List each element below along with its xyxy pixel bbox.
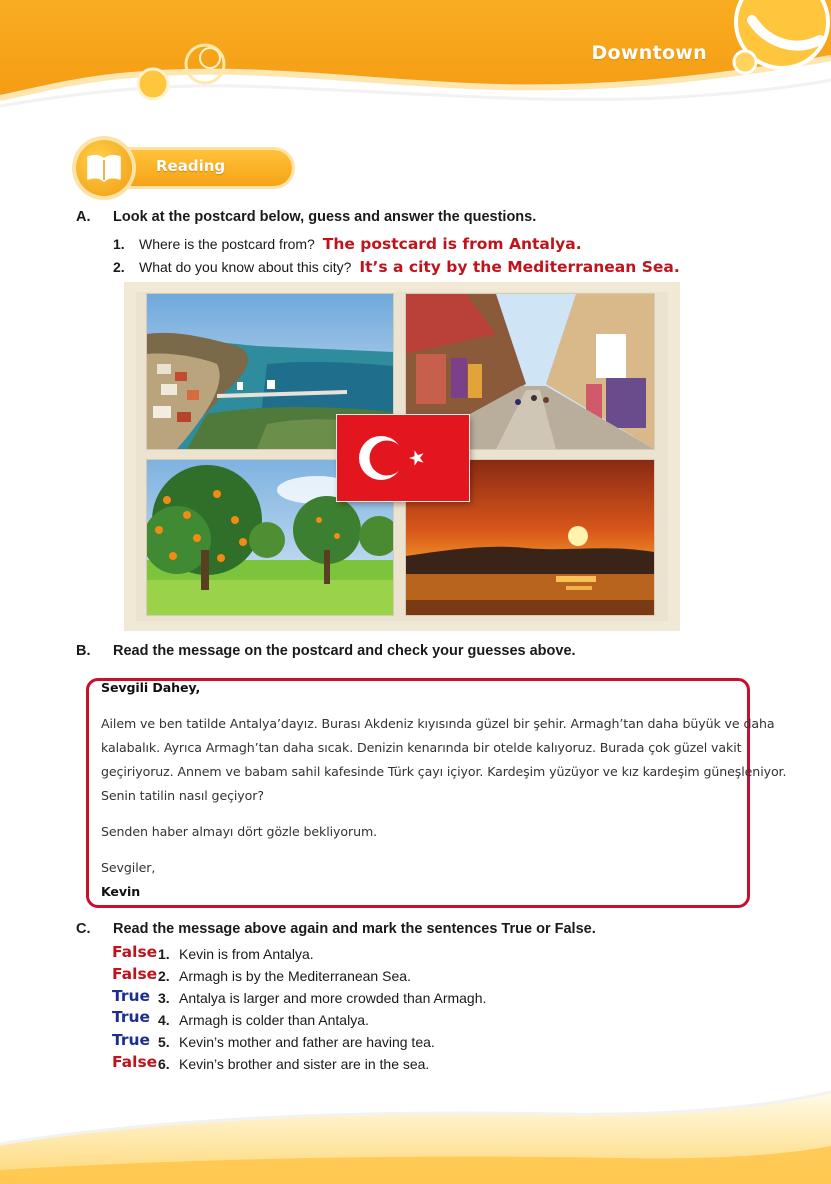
statement-5-number: 5. xyxy=(158,1034,170,1050)
statement-3-answer: True xyxy=(112,987,151,1005)
message-closing: Senden haber almayı dört gözle bekliyorum. xyxy=(101,824,378,839)
message-greeting: Sevgili Dahey, xyxy=(101,680,201,695)
statement-5-answer: True xyxy=(112,1031,151,1049)
unit-title: Downtown xyxy=(591,42,707,64)
question-1-answer: The postcard is from Antalya. xyxy=(322,235,582,253)
turkish-flag-icon xyxy=(337,415,469,501)
statement-2-answer: False xyxy=(112,965,158,983)
section-c-letter: C. xyxy=(76,921,91,937)
header-banner xyxy=(0,0,831,130)
section-b-letter: B. xyxy=(76,643,91,659)
statement-4-answer: True xyxy=(112,1008,151,1026)
question-2-text: What do you know about this city? xyxy=(139,259,352,275)
question-1 xyxy=(139,235,582,253)
message-line-3: geçiriyoruz. Annem ve babam sahil kafesinde Türk çayı içiyor. Kardeşim yüzüyor ve kız kardeşim güneşleniyor. xyxy=(101,764,787,779)
statement-3-number: 3. xyxy=(158,990,170,1006)
statement-1-number: 1. xyxy=(158,946,170,962)
message-line-1: Ailem ve ben tatilde Antalya’dayız. Burası Akdeniz kıyısında güzel bir şehir. Armagh’tan daha büyük ve daha xyxy=(101,716,775,731)
message-signoff: Sevgiler, xyxy=(101,860,156,875)
statement-5-text: Kevin’s mother and father are having tea. xyxy=(179,1034,435,1050)
statement-2-text: Armagh is by the Mediterranean Sea. xyxy=(179,968,411,984)
reading-label: Reading xyxy=(156,157,226,175)
statement-6-number: 6. xyxy=(158,1056,170,1072)
footer-banner xyxy=(0,1074,831,1184)
question-2-answer: It’s a city by the Mediterranean Sea. xyxy=(359,258,680,276)
turkish-flag xyxy=(337,415,469,501)
question-2 xyxy=(139,258,680,276)
section-a-letter: A. xyxy=(76,209,91,225)
statement-2-number: 2. xyxy=(158,968,170,984)
statement-4-text: Armagh is colder than Antalya. xyxy=(179,1012,369,1028)
question-1-text: Where is the postcard from? xyxy=(139,236,315,252)
statement-1-answer: False xyxy=(112,943,158,961)
statement-3-text: Antalya is larger and more crowded than Armagh. xyxy=(179,990,487,1006)
question-2-number: 2. xyxy=(113,259,125,275)
statement-6-text: Kevin’s brother and sister are in the sea. xyxy=(179,1056,430,1072)
message-line-2: kalabalık. Ayrıca Armagh’tan daha sıcak. Denizin kenarında bir otelde kalıyoruz. Burada çok güzel vakit xyxy=(101,740,742,755)
statement-4-number: 4. xyxy=(158,1012,170,1028)
statement-6-answer: False xyxy=(112,1053,158,1071)
statement-1-text: Kevin is from Antalya. xyxy=(179,946,314,962)
book-icon xyxy=(86,153,122,183)
section-b-instruction: Read the message on the postcard and check your guesses above. xyxy=(113,643,576,659)
section-c-instruction: Read the message above again and mark the sentences True or False. xyxy=(113,921,596,937)
section-a-instruction: Look at the postcard below, guess and answer the questions. xyxy=(113,209,537,225)
message-signature: Kevin xyxy=(101,884,141,899)
message-line-4: Senin tatilin nasıl geçiyor? xyxy=(101,788,264,803)
question-1-number: 1. xyxy=(113,236,125,252)
reading-badge xyxy=(76,140,132,196)
